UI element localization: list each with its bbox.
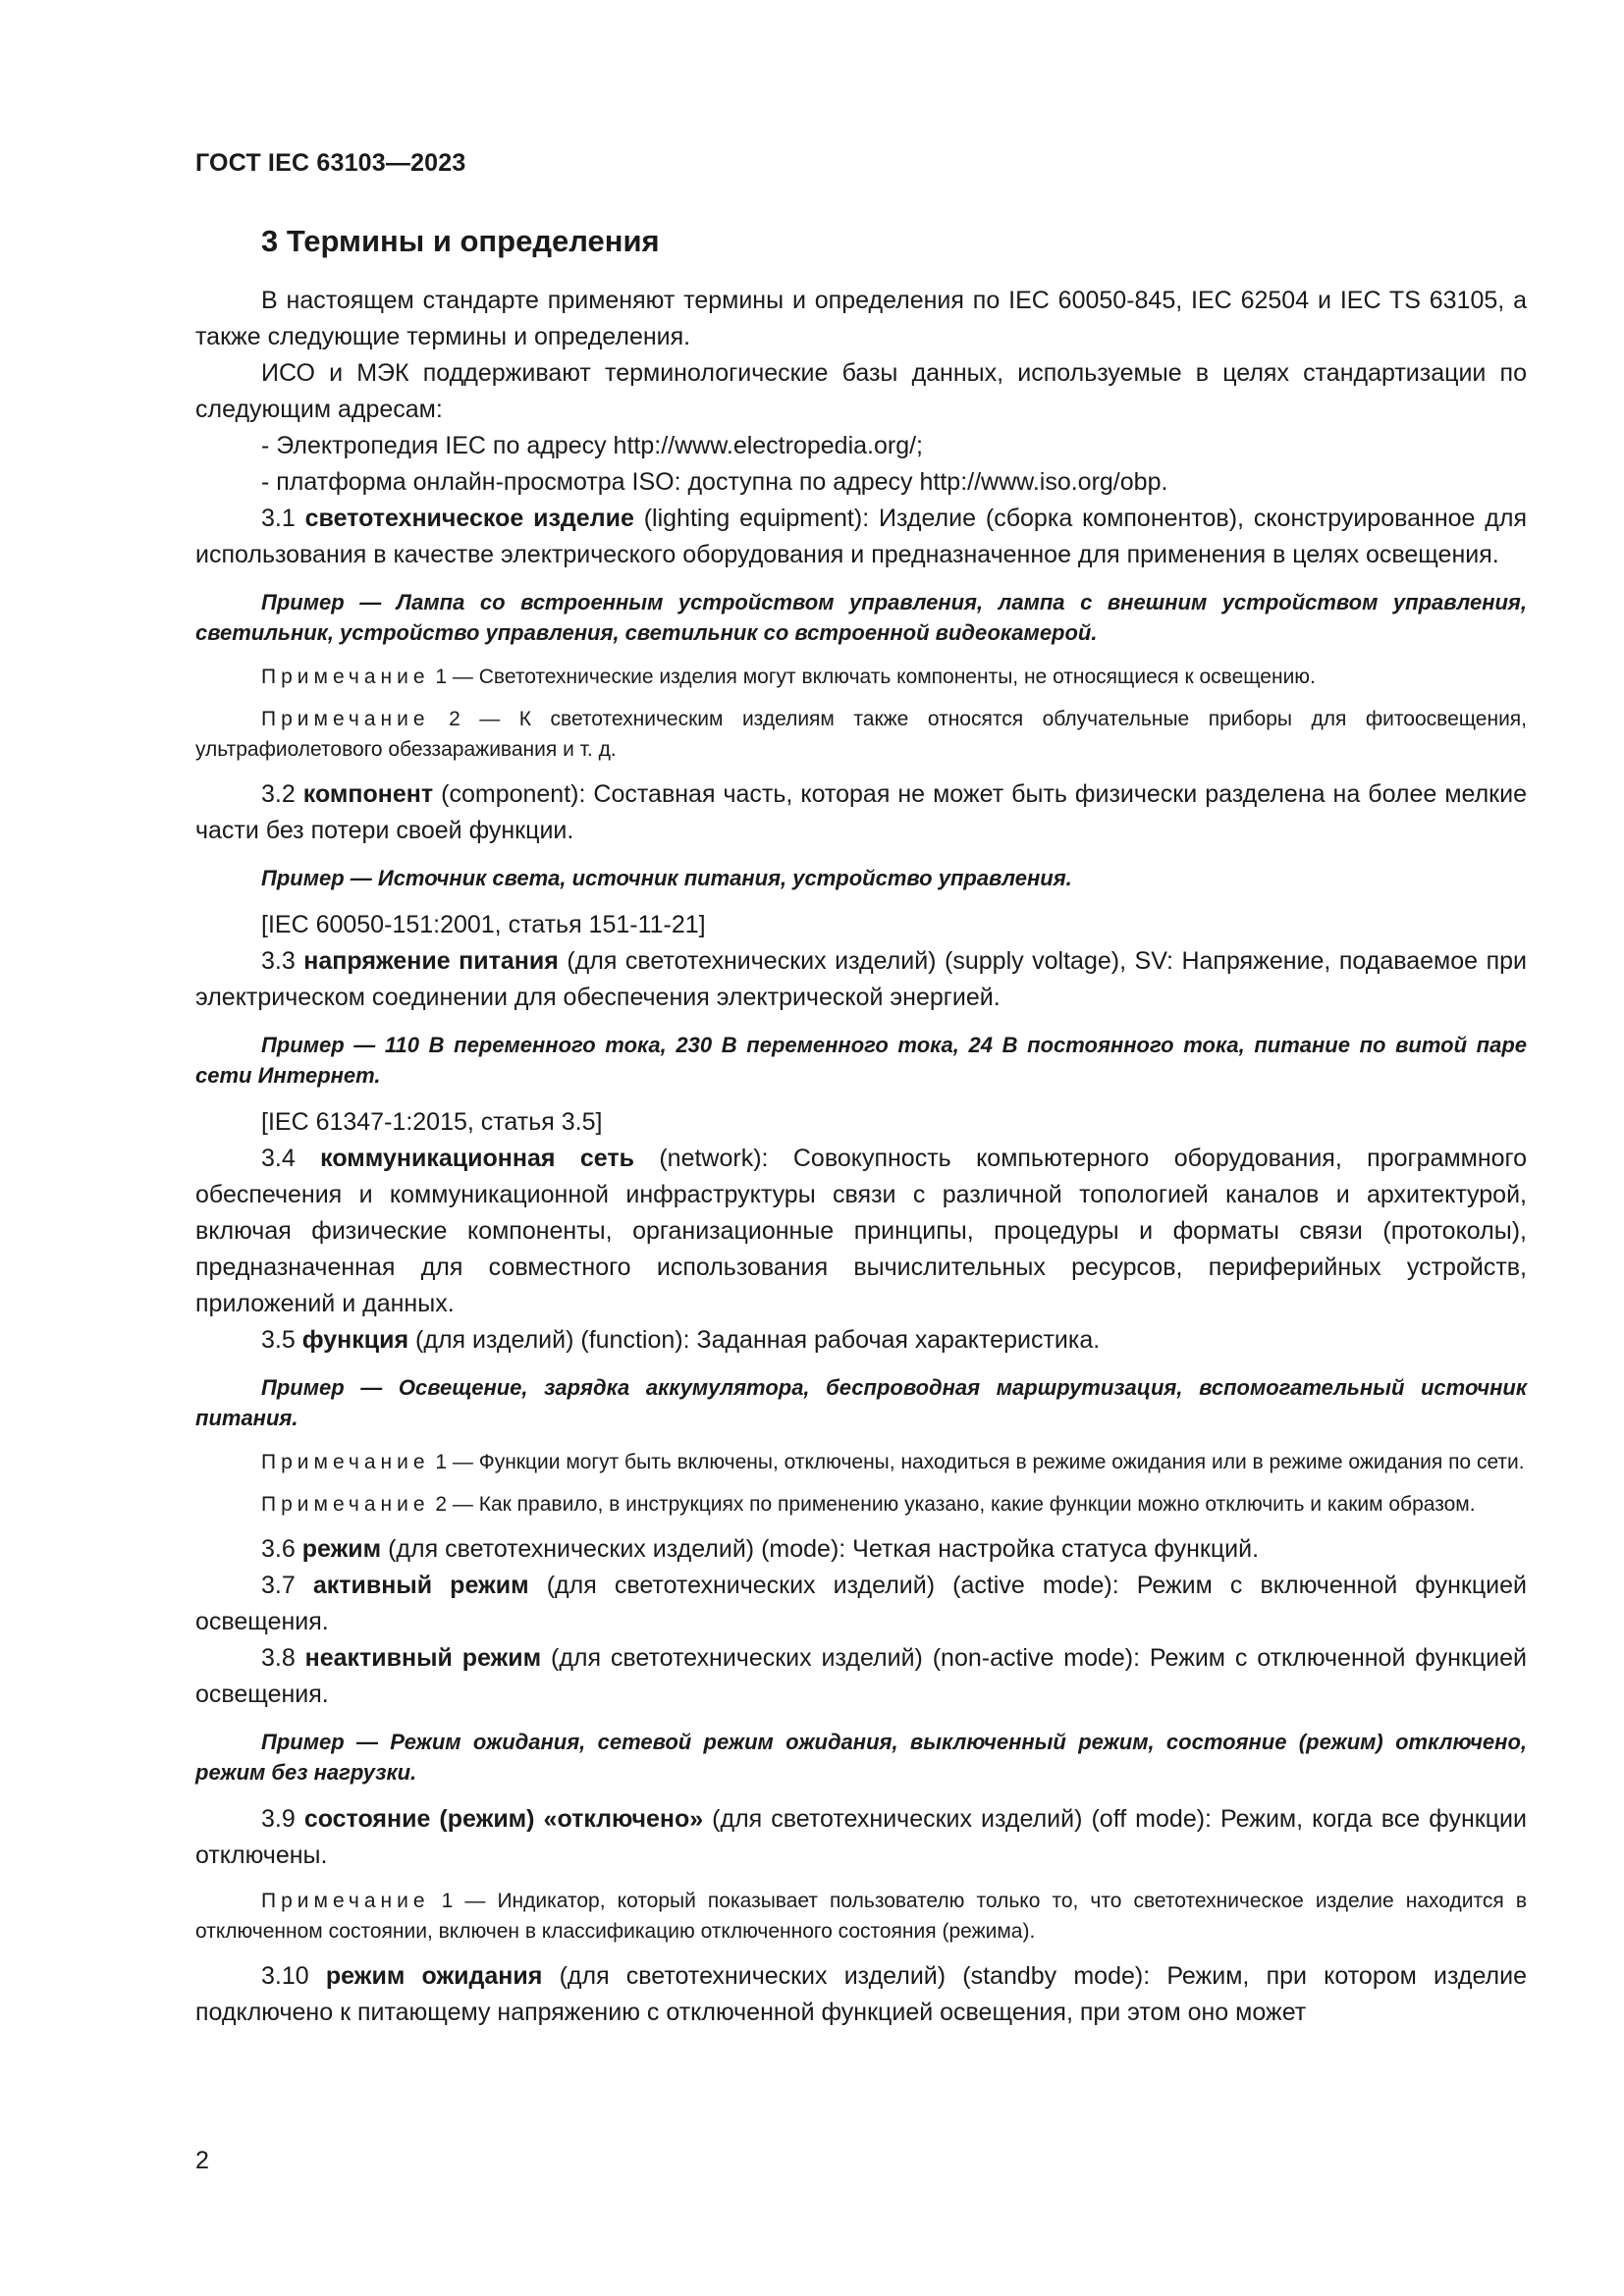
note-3-5-2 [195,1489,1527,1520]
term-definition: (для светотехнических изделий) (non-active mode): Режим с отключенной функцией освещения. [195,1644,1527,1708]
list-item-electropedia: - Электропедия IEC по адресу http://www.electropedia.org/; [261,432,923,459]
term-name: функция [301,1326,409,1354]
term-name: напряжение питания [303,947,559,975]
term-3-9 [195,1801,1527,1874]
term-number: 3.9 [261,1805,296,1833]
term-number: 3.10 [261,1962,309,1990]
example-3-5: Пример — Освещение, зарядка аккумулятора, беспроводная маршрутизация, вспомогательный источник питания. [195,1375,1527,1430]
list-item-iso-obp: - платформа онлайн-просмотра ISO: доступна по адресу http://www.iso.org/obp. [261,468,1168,496]
term-number: 3.1 [261,505,296,532]
note-label: Примечание [261,1451,430,1473]
term-definition: (network): Совокупность компьютерного оборудования, программного обеспечения и коммуникационной инфраструктуры связи с различной топологией каналов и архитектурой, включая физические компоненты, организационные принципы, процедуры и форматы связи (протоколы), предназначенная для совместного использования вычислительных ресурсов, периферийных устройств, приложений и данных. [195,1145,1527,1317]
term-name: компонент [302,780,434,808]
term-name: неактивный режим [304,1644,542,1672]
note-text: 1 — Индикатор, который показывает пользователю только то, что светотехническое изделие находится в отключенном состоянии, включен в классификацию отключенного состояния (режима). [195,1890,1527,1943]
term-3-4 [195,1141,1527,1322]
term-definition: (для изделий) (function): Заданная рабочая характеристика. [408,1326,1101,1354]
document-body [195,283,1527,2031]
term-number: 3.2 [261,780,296,808]
term-3-3 [195,943,1527,1016]
term-number: 3.6 [261,1535,296,1563]
page-number: 2 [195,2147,209,2174]
term-name: режим ожидания [325,1962,543,1990]
note-3-5-1 [195,1447,1527,1477]
term-definition: (для светотехнических изделий) (supply voltage), SV: Напряжение, подаваемое при электрическом соединении для обеспечения электрической энергией. [195,947,1527,1011]
note-3-9-1 [195,1886,1527,1947]
term-definition: (для светотехнических изделий) (mode): Четкая настройка статуса функций. [381,1535,1260,1563]
term-name: режим [301,1535,382,1563]
standard-header: ГОСТ IEC 63103—2023 [195,149,466,177]
reference-3-3: [IEC 61347-1:2015, статья 3.5] [261,1108,603,1136]
note-text: 1 — Функции могут быть включены, отключены, находиться в режиме ожидания или в режиме ожидания по сети. [429,1451,1525,1473]
note-label: Примечание [261,666,430,688]
note-label: Примечание [261,1493,430,1516]
term-3-1 [195,501,1527,573]
example-3-3: Пример — 110 В переменного тока, 230 В переменного тока, 24 В постоянного тока, питание по витой паре сети Интернет. [195,1033,1527,1088]
term-number: 3.8 [261,1644,296,1672]
term-name: коммуникационная сеть [320,1145,634,1172]
term-name: светотехническое изделие [304,505,634,532]
reference-3-2: [IEC 60050-151:2001, статья 151-11-21] [261,911,706,938]
term-definition: (для светотехнических изделий) (standby mode): Режим, при котором изделие подключено к питающему напряжению с отключенной функцией освещения, при этом оно может [195,1962,1527,2026]
note-label: Примечание [261,708,430,730]
term-number: 3.7 [261,1572,296,1599]
intro-paragraph-2: ИСО и МЭК поддерживают терминологические базы данных, используемые в целях стандартизации по следующим адресам: [195,359,1527,423]
term-3-8 [195,1640,1527,1713]
note-text: 2 — Как правило, в инструкциях по применению указано, какие функции можно отключить и каким образом. [429,1493,1476,1516]
example-3-2: Пример — Источник света, источник питания, устройство управления. [261,866,1072,890]
term-definition: (для светотехнических изделий) (off mode): Режим, когда все функции отключены. [195,1805,1527,1869]
term-3-2 [195,776,1527,849]
term-3-6 [195,1531,1527,1568]
term-3-5 [195,1322,1527,1359]
note-label: Примечание [261,1890,430,1912]
term-number: 3.4 [261,1145,296,1172]
example-3-8: Пример — Режим ожидания, сетевой режим ожидания, выключенный режим, состояние (режим) отключено, режим без нагрузки. [195,1730,1527,1785]
example-3-1: Пример — Лампа со встроенным устройством управления, лампа с внешним устройством управления, светильник, устройство управления, светильник со встроенной видеокамерой. [195,590,1527,645]
term-3-10 [195,1958,1527,2031]
term-3-7 [195,1568,1527,1640]
note-text: 1 — Светотехнические изделия могут включать компоненты, не относящиеся к освещению. [429,666,1316,688]
note-3-1-1 [195,662,1527,692]
term-definition: (lighting equipment): Изделие (сборка компонентов), сконструированное для использования в качестве электрического оборудования и предназначенное для применения в целях освещения. [195,505,1528,568]
term-name: состояние (режим) «отключено» [303,1805,704,1833]
term-definition: (component): Составная часть, которая не может быть физически разделена на более мелкие части без потери своей функции. [195,780,1527,844]
term-definition: (для светотехнических изделий) (active mode): Режим с включенной функцией освещения. [195,1572,1527,1635]
term-name: активный режим [312,1572,529,1599]
term-number: 3.3 [261,947,296,975]
section-title: 3 Термины и определения [261,224,660,258]
note-3-1-2 [195,704,1527,765]
note-text: 2 — К светотехническим изделиям также относятся облучательные приборы для фитоосвещения, ультрафиолетового обеззараживания и т. д. [195,708,1527,761]
term-number: 3.5 [261,1326,296,1354]
intro-paragraph-1: В настоящем стандарте применяют термины и определения по IEC 60050-845, IEC 62504 и IEC TS 63105, а также следующие термины и определения. [195,287,1527,350]
